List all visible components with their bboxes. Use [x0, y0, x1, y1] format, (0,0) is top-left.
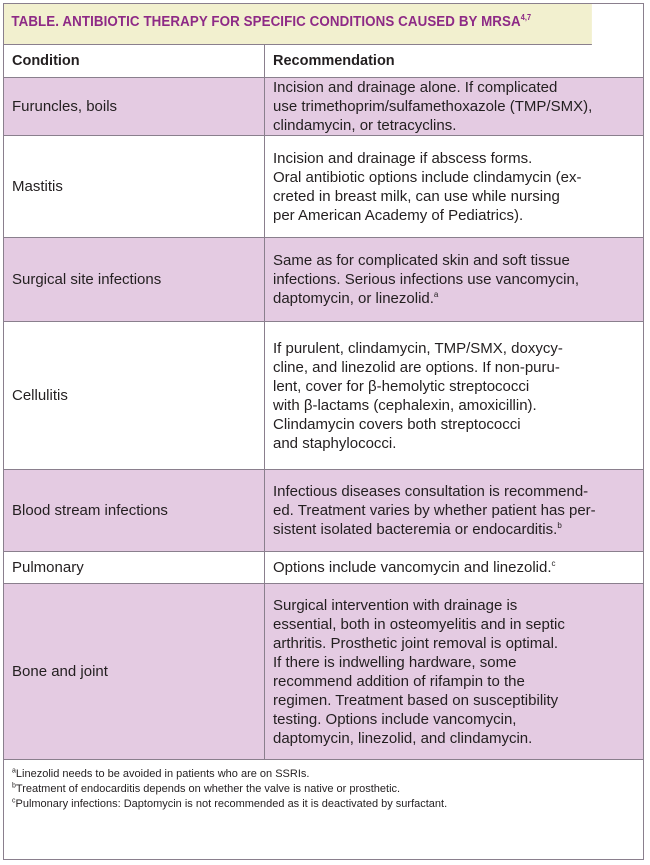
- table-row: [4, 238, 643, 322]
- recommendation-text: clindamycin, or tetracyclins.: [273, 117, 457, 134]
- recommendation-line: [273, 482, 635, 501]
- recommendation-line: [273, 691, 635, 710]
- recommendation-cell: [265, 584, 644, 760]
- footnote-mark: a: [12, 767, 16, 775]
- footnote-reference: b: [557, 521, 562, 530]
- table-frame: [3, 3, 644, 860]
- recommendation-line: [273, 168, 635, 187]
- footnote-mark: b: [12, 782, 16, 790]
- recommendation-line: [273, 729, 635, 748]
- condition-cell: Bone and joint: [4, 584, 265, 760]
- recommendation-line: [273, 358, 635, 377]
- recommendation-text: daptomycin, or linezolid.: [273, 290, 434, 307]
- condition-cell: Furuncles, boils: [4, 78, 265, 136]
- recommendation-text: essential, both in osteomyelitis and in septic: [273, 615, 565, 633]
- recommendation-line: [273, 187, 635, 206]
- recommendation-cell: [265, 470, 644, 552]
- table-row: [4, 584, 643, 760]
- recommendation-text: testing. Options include vancomycin,: [273, 710, 517, 728]
- therapy-table: [4, 45, 643, 760]
- footnote-mark: c: [12, 797, 16, 805]
- recommendation-line: [273, 339, 635, 358]
- recommendation-text: Clindamycin covers both streptococci: [273, 415, 521, 433]
- footnote-reference: c: [551, 559, 556, 568]
- recommendation-cell: [265, 238, 644, 322]
- recommendation-text: recommend addition of rifampin to the: [273, 672, 525, 690]
- footnote-text: Treatment of endocarditis depends on whether the valve is native or prosthetic.: [15, 783, 401, 795]
- recommendation-text: Incision and drainage alone. If complicated: [273, 79, 558, 96]
- recommendation-cell: [265, 552, 644, 584]
- condition-cell: Surgical site infections: [4, 238, 265, 322]
- recommendation-text: cline, and linezolid are options. If non-puru-: [273, 358, 560, 376]
- recommendation-text: Options include vancomycin and linezolid.: [273, 559, 552, 576]
- footnotes: [4, 760, 643, 812]
- footnote: [12, 767, 643, 782]
- recommendation-line: [273, 78, 635, 97]
- recommendation-line: [273, 97, 635, 116]
- recommendation-line: [273, 251, 635, 270]
- recommendation-text: If there is indwelling hardware, some: [273, 653, 517, 671]
- recommendation-line: [273, 653, 635, 672]
- recommendation-text: per American Academy of Pediatrics).: [273, 206, 524, 224]
- recommendation-text: Incision and drainage if abscess forms.: [273, 149, 533, 167]
- condition-cell: Blood stream infections: [4, 470, 265, 552]
- recommendation-text: regimen. Treatment based on susceptibility: [273, 691, 559, 709]
- recommendation-text: creted in breast milk, can use while nursing: [273, 187, 560, 205]
- recommendation-cell: [265, 78, 644, 136]
- recommendation-line: [273, 116, 635, 135]
- recommendation-text: Same as for complicated skin and soft tissue: [273, 252, 570, 269]
- recommendation-line: [273, 377, 635, 396]
- recommendation-text: daptomycin, linezolid, and clindamycin.: [273, 729, 533, 747]
- recommendation-text: arthritis. Prosthetic joint removal is optimal.: [273, 634, 559, 652]
- recommendation-line: [273, 634, 635, 653]
- recommendation-line: [273, 596, 635, 615]
- recommendation-header: Recommendation: [265, 45, 644, 78]
- table-title: [4, 4, 592, 45]
- table-row: [4, 322, 643, 470]
- recommendation-text: lent, cover for β-hemolytic streptococci: [273, 377, 530, 395]
- recommendation-line: [273, 415, 635, 434]
- recommendation-line: [273, 206, 635, 225]
- footnote-reference: a: [433, 290, 439, 299]
- recommendation-cell: [265, 322, 644, 470]
- table-body: [4, 78, 643, 760]
- table-row: [4, 136, 643, 238]
- recommendation-line: [273, 289, 635, 308]
- recommendation-text: sistent isolated bacteremia or endocarditis.: [273, 521, 558, 538]
- recommendation-text: and staphylococci.: [273, 434, 397, 452]
- recommendation-text: with β-lactams (cephalexin, amoxicillin).: [273, 396, 537, 414]
- table-row: [4, 78, 643, 136]
- recommendation-text: Surgical intervention with drainage is: [273, 596, 518, 614]
- recommendation-cell: [265, 136, 644, 238]
- condition-header: Condition: [4, 45, 265, 78]
- condition-cell: Mastitis: [4, 136, 265, 238]
- recommendation-line: [273, 710, 635, 729]
- table-row: [4, 552, 643, 584]
- recommendation-line: [273, 149, 635, 168]
- recommendation-line: [273, 434, 635, 453]
- recommendation-line: [273, 615, 635, 634]
- table-title-text: TABLE. ANTIBIOTIC THERAPY FOR SPECIFIC CONDITIONS CAUSED BY MRSA: [11, 13, 521, 30]
- recommendation-line: [273, 520, 635, 539]
- recommendation-text: ed. Treatment varies by whether patient has per-: [273, 502, 596, 519]
- recommendation-text: If purulent, clindamycin, TMP/SMX, doxycy-: [273, 339, 563, 357]
- recommendation-line: [273, 396, 635, 415]
- header-row: [4, 45, 643, 78]
- footnote: [12, 782, 643, 797]
- recommendation-line: [273, 558, 635, 577]
- condition-cell: Pulmonary: [4, 552, 265, 584]
- recommendation-line: [273, 672, 635, 691]
- recommendation-text: Oral antibiotic options include clindamycin (ex-: [273, 168, 582, 186]
- recommendation-text: use trimethoprim/sulfamethoxazole (TMP/SMX),: [273, 98, 593, 115]
- footnote-text: Linezolid needs to be avoided in patients who are on SSRIs.: [15, 768, 310, 780]
- table-row: [4, 470, 643, 552]
- footnote: [12, 797, 643, 812]
- title-reference: 4,7: [520, 13, 532, 22]
- recommendation-line: [273, 501, 635, 520]
- recommendation-line: [273, 270, 635, 289]
- condition-cell: Cellulitis: [4, 322, 265, 470]
- footnote-text: Pulmonary infections: Daptomycin is not recommended as it is deactivated by surfactant.: [15, 798, 448, 810]
- recommendation-text: Infectious diseases consultation is recommend-: [273, 483, 589, 500]
- recommendation-text: infections. Serious infections use vancomycin,: [273, 271, 579, 288]
